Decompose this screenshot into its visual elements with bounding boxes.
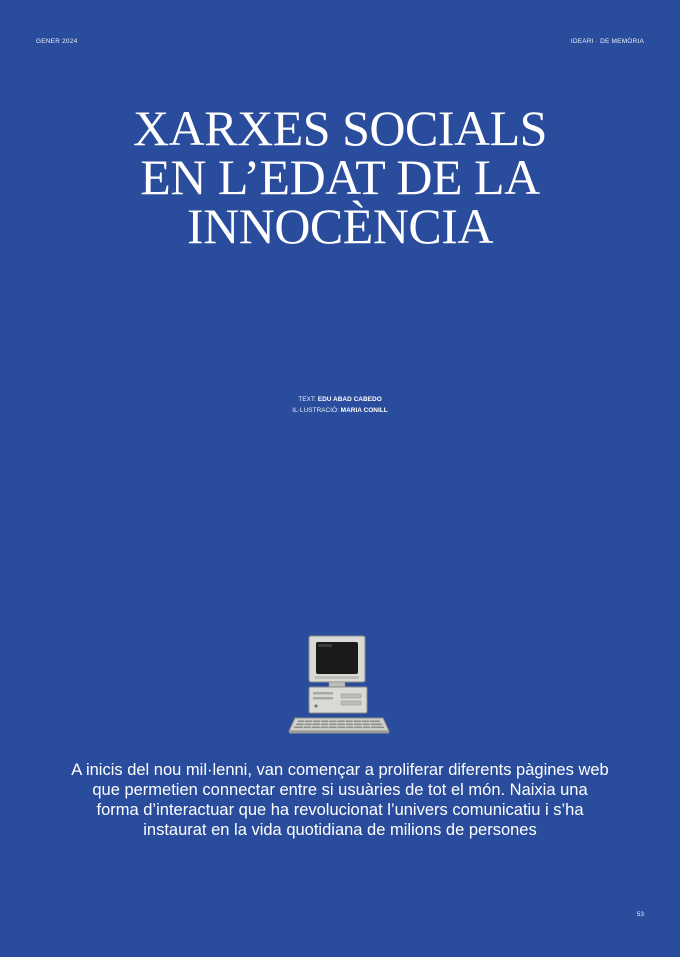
article-title bbox=[0, 100, 680, 254]
cpu-case bbox=[309, 687, 367, 713]
article-credits bbox=[0, 394, 680, 416]
issue-date: GENER 2024 bbox=[36, 38, 78, 45]
illustration-credit bbox=[0, 405, 680, 416]
retro-computer-icon bbox=[285, 634, 393, 736]
title-line-1: XARXES SOCIALS bbox=[133, 100, 547, 156]
text-credit bbox=[0, 394, 680, 405]
title-line-3: INNOCÈNCIA bbox=[186, 198, 494, 254]
illustration-credit-label: IL·LUSTRACIÓ: bbox=[292, 407, 339, 414]
section-label: IDEARI · DE MEMÒRIA bbox=[570, 38, 644, 45]
article-lede: A inicis del nou mil·lenni, van començar a proliferar diferents pàgines web que permetien connectar entre si usuàries de tot el món. Naixia una forma d’interactuar que ha revolucionat l’univers comunicatiu i s’ha instaurat en la vida quotidiana de milions de persones bbox=[71, 761, 609, 839]
title-line-2: EN L’EDAT DE LA bbox=[140, 149, 540, 205]
page-number: 53 bbox=[636, 911, 644, 918]
text-credit-label: TEXT: bbox=[298, 396, 316, 403]
text-credit-author: EDU ABAD CABEDO bbox=[317, 396, 382, 403]
illustration-credit-author: MARIA CONILL bbox=[340, 407, 388, 414]
